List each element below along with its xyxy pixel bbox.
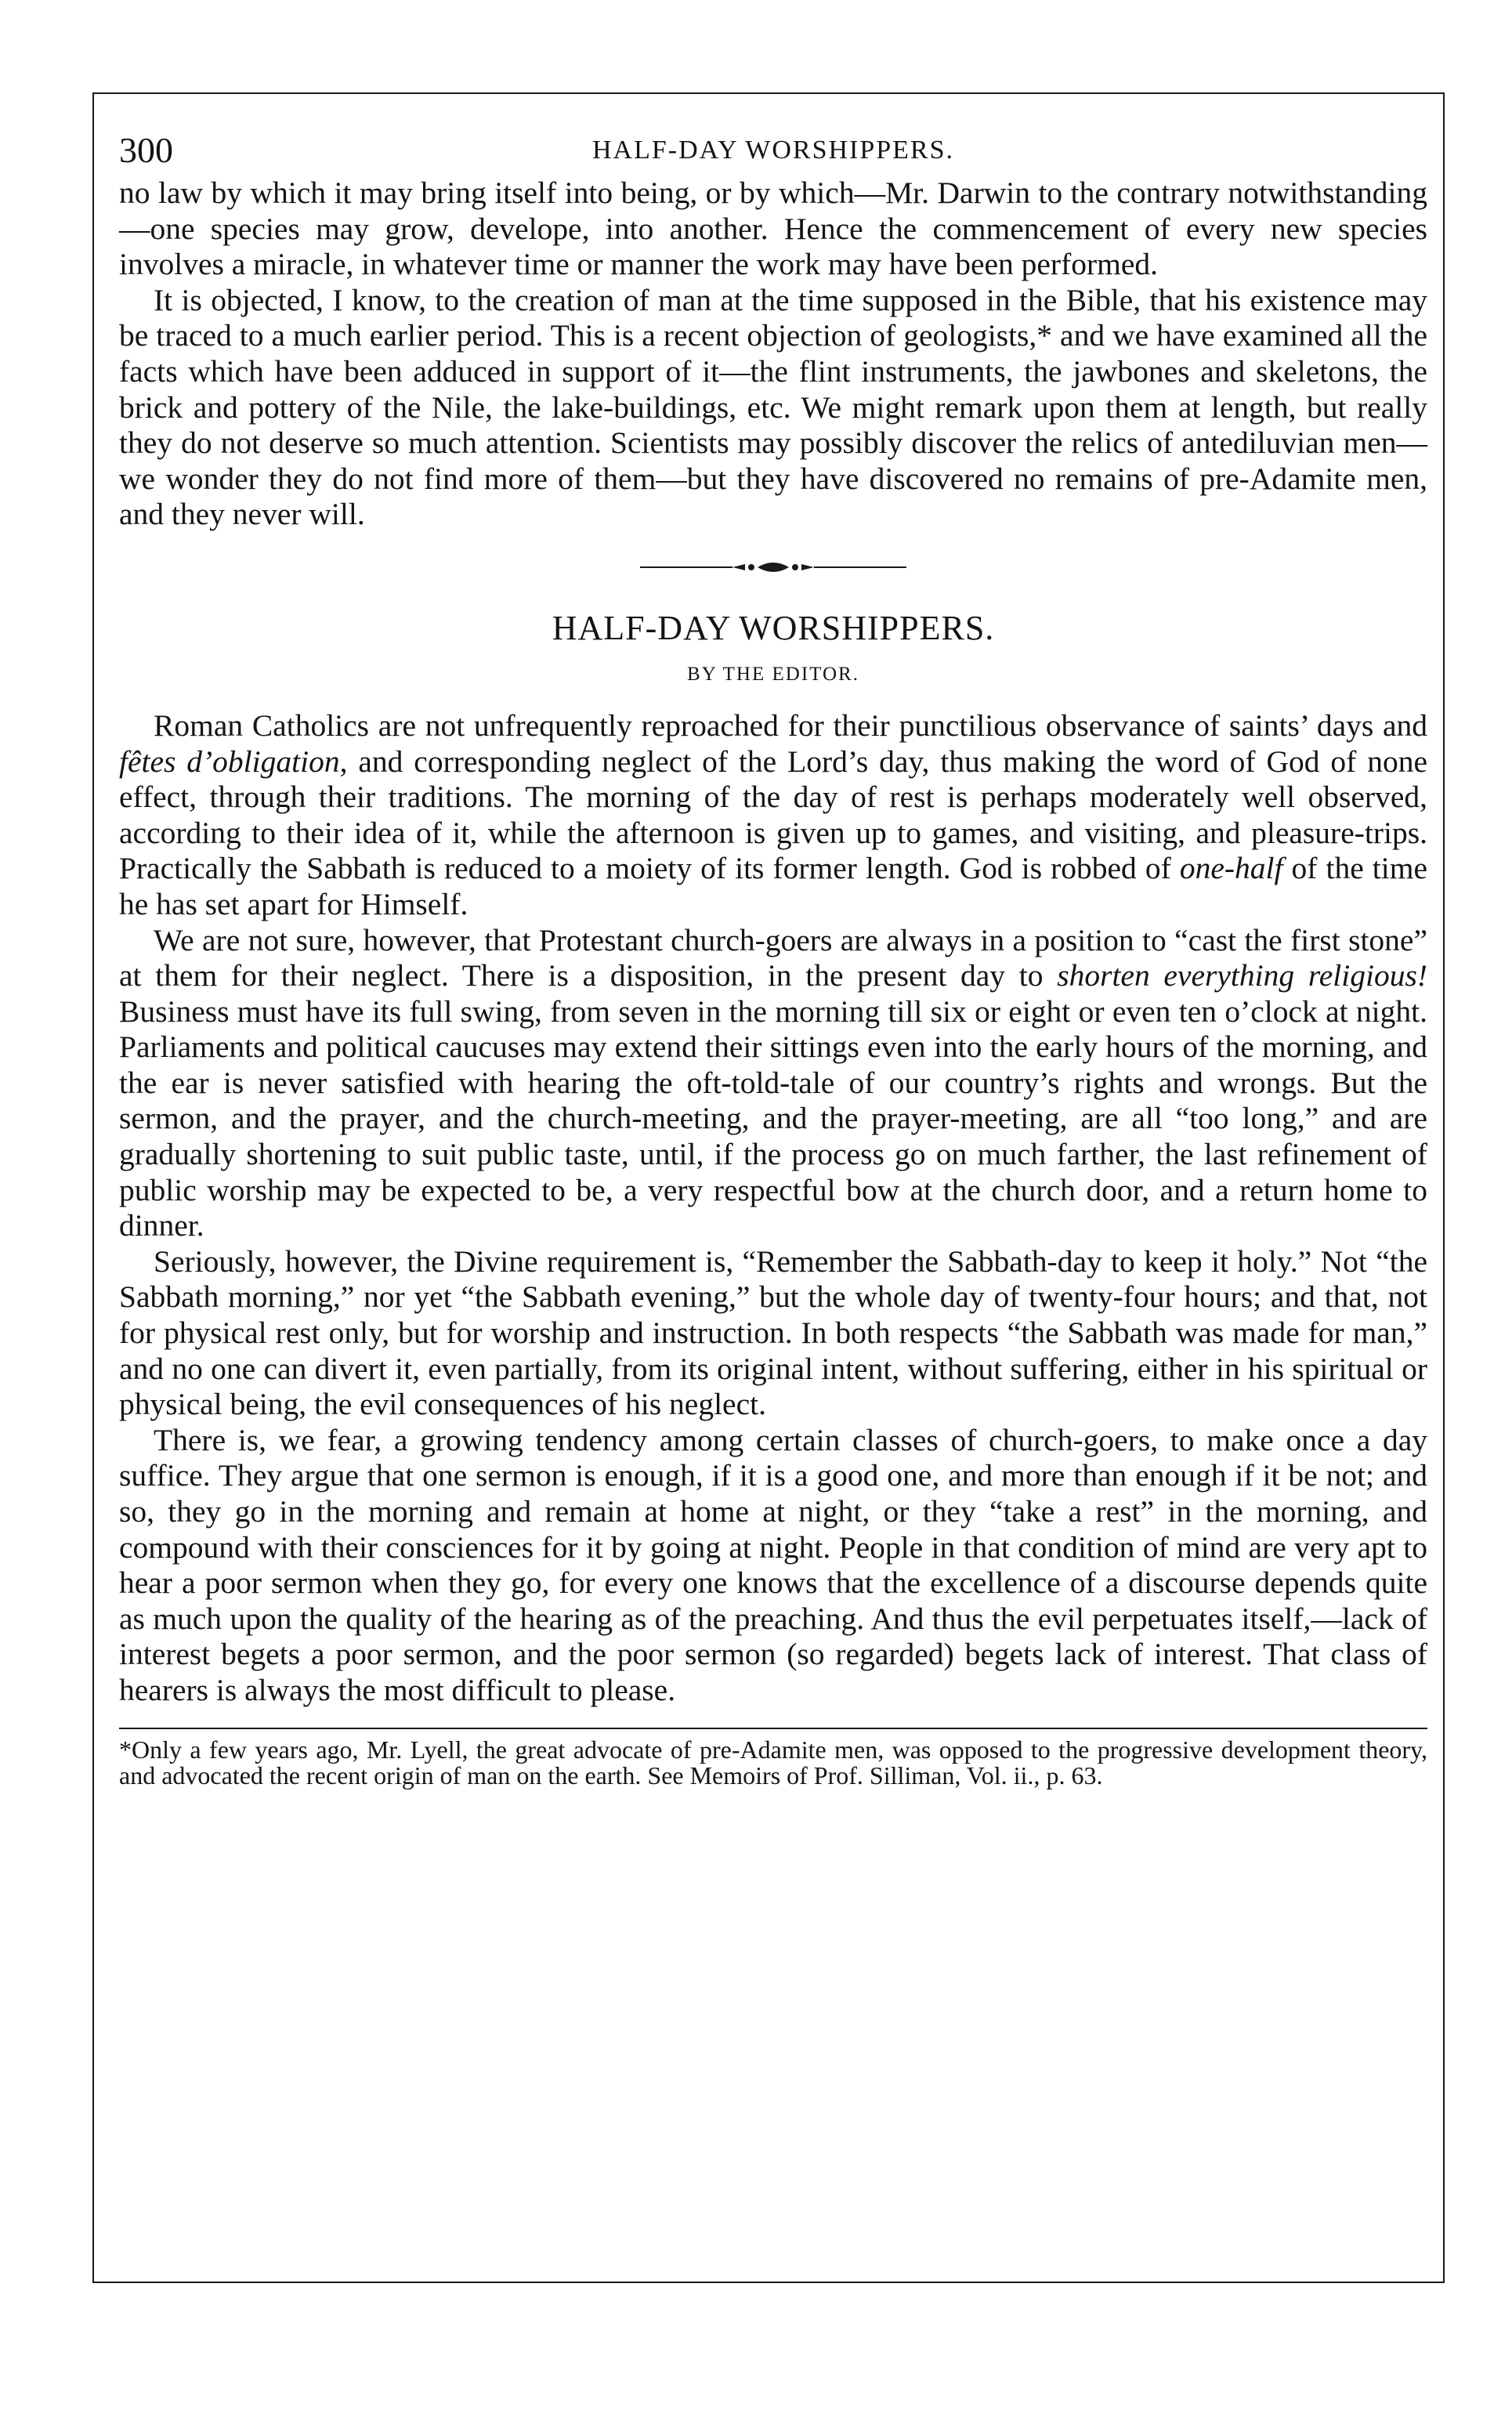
page-number: 300 [119,130,173,170]
running-title: HALF-DAY WORSHIPPERS. [591,136,955,165]
continued-paragraph: It is objected, I know, to the creation of man at the time supposed in the Bible, that his existence may be traced to a much earlier period. This is a recent objection of geologists,* and we have examined all the facts which have been adduced in support of it—the flint instruments, the jawbones and skeletons, the brick and pottery of the Nile, the lake-buildings, etc. We might remark upon them at length, but really they do not deserve so much attention. Scientists may possibly discover the relics of antediluvian men—we wonder they do not find more of them—but they have discovered no remains of pre-Adamite men, and they never will. [119,282,1427,532]
italic-phrase: fêtes d’obligation [119,744,340,779]
article-body [119,708,1427,1709]
text-run: , and corresponding neglect of the Lord’s day, thus making the word of God of none effect, through their traditions. The morning of the day of rest is perhaps moderately well observed, according to their idea of it, while the afternoon is given up to games, and visiting, and pleasure-trips. Practically the Sabbath is reduced to a moiety of its former length. God is robbed of [119,744,1427,886]
continued-text [119,176,1427,533]
article-title: HALF-DAY WORSHIPPERS. [552,608,995,647]
article-paragraph: There is, we fear, a growing tendency among certain classes of church-goers, to make once a day suffice. They argue that one sermon is enough, if it is a good one, and more than enough if it be not; and so, they go in the morning and remain at home at night, or they “take a rest” in the morning, and compound with their consciences for it by going at night. People in that condition of mind are very apt to hear a poor sermon when they go, for every one knows that the excellence of a discourse depends quite as much upon the quality of the hearing as of the preaching. And thus the evil perpetuates itself,—lack of interest begets a poor sermon, and the poor sermon (so regarded) begets lack of interest. That class of hearers is always the most difficult to please. [119,1422,1427,1707]
continued-paragraph: no law by which it may bring itself into being, or by which—Mr. Darwin to the contrary notwithstanding—one species may grow, develope, into another. Hence the commencement of every new species involves a miracle, in whatever time or manner the work may have been performed. [119,176,1427,282]
article-paragraph: Seriously, however, the Divine requirement is, “Remember the Sabbath-day to keep it holy.” Not “the Sabbath morning,” nor yet “the Sabbath evening,” but the whole day of twenty-four hours; and that, not for physical rest only, but for worship and instruction. In both respects “the Sabbath was made for man,” and no one can divert it, even partially, from its original intent, without suffering, either in his spiritual or physical being, the evil consequences of his neglect. [119,1243,1427,1422]
text-run: We are not sure, however, that Protestant church-goers are always in a position to “cast the first stone” at them for their neglect. There is a disposition, in the present day to [119,922,1427,993]
printed-page [119,125,1427,1789]
text-run: of the time he has set apart for Himself. [119,851,1427,921]
divider-flourish-icon [640,558,906,577]
article-paragraph [119,708,1427,923]
italic-phrase: shorten everything religious! [1057,958,1427,993]
text-run: Business must have its full swing, from seven in the morning till six or eight or even ten o’clock at night. Parliaments and political caucuses may extend their sittings even into the early hours of the morning, and the ear is never satisfied with hearing the oft-told-tale of our country’s rights and wrongs. But the sermon, and the prayer, and the church-meeting, and the prayer-meeting, are all “too long,” and are gradually shortening to suit public taste, until, if the process go on much farther, the last refinement of public worship may be expected to be, a very respectful bow at the church door, and a return home to dinner. [119,993,1427,1243]
running-head [119,125,1427,176]
text-run: Roman Catholics are not unfrequently reproached for their punctilious observance of saints’ days and [154,707,1427,743]
footnote-rule [119,1728,1427,1729]
italic-phrase: one-half [1179,851,1283,886]
article-paragraph [119,923,1427,1244]
footnote-text: *Only a few years ago, Mr. Lyell, the great advocate of pre-Adamite men, was opposed to the progressive development theory, and advocated the recent origin of man on the earth. See Memoirs of Prof. Silliman, Vol. ii., p. 63. [119,1735,1427,1790]
footnote [119,1737,1427,1789]
section-divider-ornament [119,544,1427,591]
article-byline: BY THE EDITOR. [687,663,859,685]
